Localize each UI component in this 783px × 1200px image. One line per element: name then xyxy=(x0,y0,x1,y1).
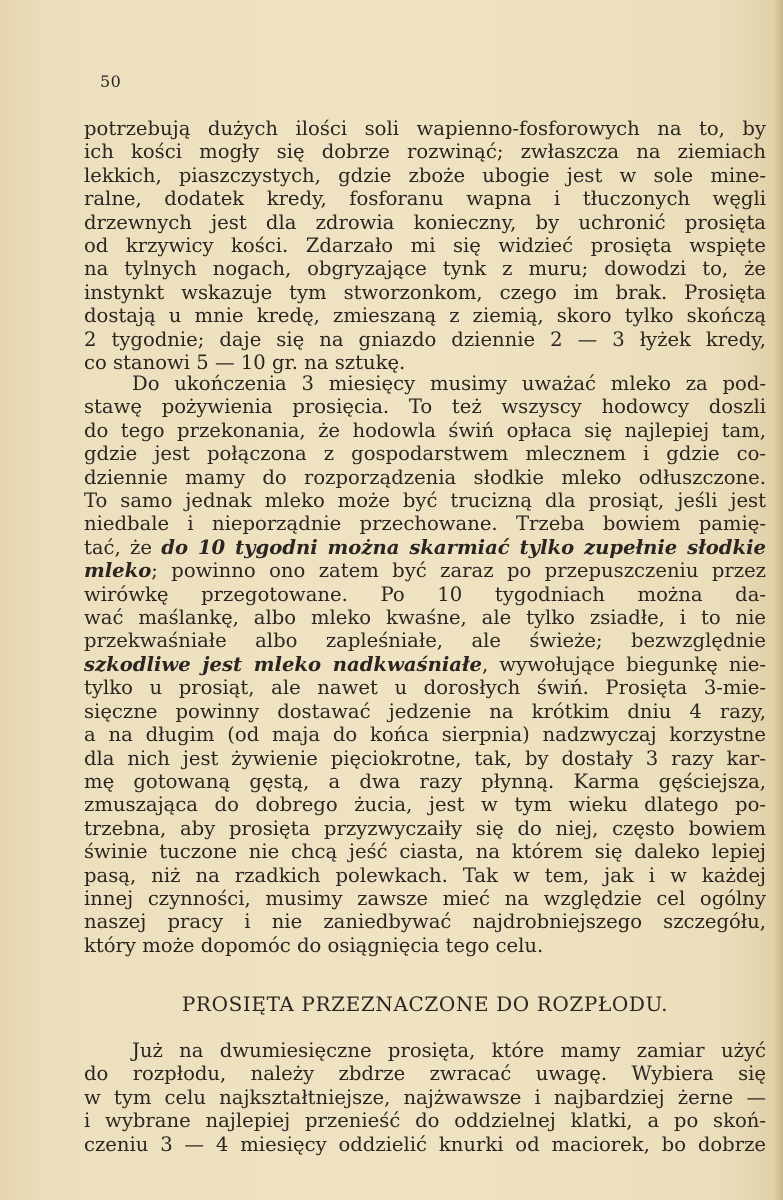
text-line: a na długim (od maja do końca sierpnia) nadzwyczaj korzystne xyxy=(84,723,766,747)
text-line: niedbale i nieporządnie przechowane. Trzeba bowiem pamię- xyxy=(84,512,766,536)
text-line: i wybrane najlepiej przenieść do oddzielnej klatki, a po skoń- xyxy=(84,1109,766,1133)
text-line: mę gotowaną gęstą, a dwa razy płynną. Karma gęściejsza, xyxy=(84,769,766,793)
text-line: gdzie jest połączona z gospodarstwem mlecznem i gdzie co- xyxy=(84,442,766,466)
text-line: drzewnych jest dla zdrowia konieczny, by uchronić prosięta xyxy=(84,210,766,234)
italic-phrase: do 10 tygodni można skarmiać tylko zupełnie słodkie xyxy=(161,535,766,559)
text-line: dostają u mnie kredę, zmieszaną z ziemią, skoro tylko skończą xyxy=(84,304,766,328)
text-line: sięczne powinny dostawać jedzenie na krótkim dniu 4 razy, xyxy=(84,699,766,723)
text-line: tylko u prosiąt, ale nawet u dorosłych świń. Prosięta 3-mie- xyxy=(84,676,766,700)
text-line-with-italic: mleko; powinno ono zatem być zaraz po przepuszczeniu przez xyxy=(84,559,766,583)
text-line: który może dopomóc do osiągnięcia tego celu. xyxy=(84,933,544,957)
text-line: przekwaśniałe albo zapleśniałe, ale świeże; bezwzględnie xyxy=(84,629,766,653)
text-line: do rozpłodu, należy zbdrze zwracać uwagę. Wybiera się xyxy=(84,1062,766,1086)
text-line: świnie tuczone nie chcą jeść ciasta, na którem się daleko lepiej xyxy=(84,840,766,864)
text-line: innej czynności, musimy zawsze mieć na względzie cel ogólny xyxy=(84,886,766,910)
text-line: do tego przekonania, że hodowla świń opłaca się najlepiej tam, xyxy=(84,418,766,442)
italic-phrase: mleko xyxy=(84,559,152,583)
text-line-with-italic: tać, że do 10 tygodni można skarmiać tylko zupełnie słodkie xyxy=(84,535,766,559)
page-edge-shadow xyxy=(773,0,783,1200)
text-line: lekkich, piaszczystych, gdzie zboże ubogie jest w sole mine- xyxy=(84,163,766,187)
section-heading: PROSIĘTA PRZEZNACZONE DO ROZPŁODU. xyxy=(181,992,669,1016)
text-line: co stanowi 5 — 10 gr. na sztukę. xyxy=(84,351,406,375)
text-line: zmuszająca do dobrego żucia, jest w tym wieku dlatego po- xyxy=(84,793,766,817)
text-line: naszej pracy i nie zaniedbywać najdrobniejszego szczegółu, xyxy=(84,910,766,934)
paragraph-1 xyxy=(84,117,766,374)
text-line: ich kości mogły się dobrze rozwinąć; zwłaszcza na ziemiach xyxy=(84,140,766,164)
italic-phrase: szkodliwe jest mleko nadkwaśniałe xyxy=(84,652,482,676)
paragraph-2 xyxy=(84,372,766,957)
text-line: instynkt wskazuje tym stworzonkom, czego im brak. Prosięta xyxy=(84,280,766,304)
text-line: Do ukończenia 3 miesięcy musimy uważać mleko za pod- xyxy=(132,372,766,395)
text-line: 2 tygodnie; daje się na gniazdo dziennie 2 — 3 łyżek kredy, xyxy=(84,327,766,351)
text-line: dziennie mamy do rozporządzenia słodkie mleko odłuszczone. xyxy=(84,465,766,489)
page-number: 50 xyxy=(100,72,122,91)
text-line-with-italic: szkodliwe jest mleko nadkwaśniałe, wywołujące biegunkę nie- xyxy=(84,652,766,676)
text-line: od krzywicy kości. Zdarzało mi się widzieć prosięta wspięte xyxy=(84,234,766,258)
text-line: stawę pożywienia prosięcia. To też wszyscy hodowcy doszli xyxy=(84,395,766,419)
text-line: czeniu 3 — 4 miesięcy oddzielić knurki od maciorek, bo dobrze xyxy=(84,1132,766,1156)
text-line: w tym celu najkształtniejsze, najżwawsze i najbardziej żerne — xyxy=(84,1085,766,1109)
text-line: pasą, niż na rzadkich polewkach. Tak w tem, jak i w każdej xyxy=(84,863,766,887)
text-line: dla nich jest żywienie pięciokrotne, tak, by dostały 3 razy kar- xyxy=(84,746,766,770)
text-line: To samo jednak mleko może być trucizną dla prosiąt, jeśli jest xyxy=(84,489,766,513)
text-line: na tylnych nogach, obgryzające tynk z muru; dowodzi to, że xyxy=(84,257,766,281)
text-line: potrzebują dużych ilości soli wapienno-fosforowych na to, by xyxy=(84,117,766,140)
text-line: wirówkę przegotowane. Po 10 tygodniach można da- xyxy=(84,582,766,606)
text-line: wać maślankę, albo mleko kwaśne, ale tylko zsiadłe, i to nie xyxy=(84,606,766,630)
text-line: trzebna, aby prosięta przyzwyczaiły się do niej, często bowiem xyxy=(84,816,766,840)
paragraph-3 xyxy=(84,1039,766,1156)
text-line: Już na dwumiesięczne prosięta, które mamy zamiar użyć xyxy=(132,1039,766,1062)
text-line: ralne, dodatek kredy, fosforanu wapna i tłuczonych węgli xyxy=(84,187,766,211)
